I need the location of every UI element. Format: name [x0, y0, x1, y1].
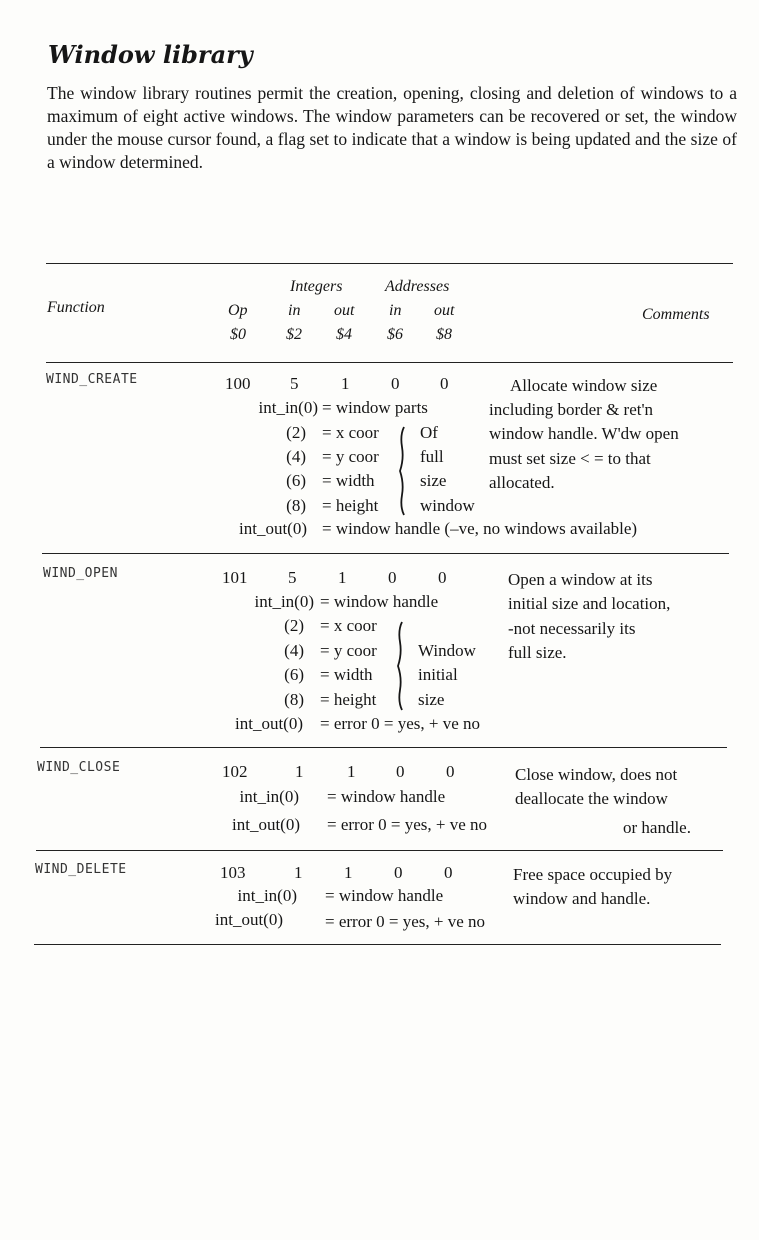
header-int-out-reg: $4 — [336, 326, 352, 343]
header-int-in: in — [288, 302, 301, 319]
header-integers: Integers — [290, 278, 343, 295]
comment-line: or handle. — [623, 818, 691, 837]
param-label: int_out(0) — [215, 910, 283, 929]
comment-line: including border & ret'n — [489, 400, 654, 419]
int-out-count: 1 — [338, 568, 347, 587]
param-value: = window handle — [320, 592, 439, 611]
op-value: 102 — [222, 762, 248, 781]
comment-line: allocated. — [489, 473, 555, 492]
param-label: int_in(0) — [254, 592, 314, 611]
group-label: size — [420, 471, 447, 490]
param-value: = width — [320, 665, 373, 684]
table-bottom-rule — [34, 944, 721, 945]
param-label: (4) — [284, 641, 304, 660]
addr-out-count: 0 — [440, 374, 449, 393]
param-value: = y coor — [322, 447, 379, 466]
param-value: = window handle (–ve, no windows available) — [322, 519, 638, 538]
group-label: Window — [418, 641, 476, 660]
int-in-count: 5 — [290, 374, 299, 393]
addr-out-count: 0 — [446, 762, 455, 781]
param-value: = width — [322, 471, 375, 490]
addr-in-count: 0 — [391, 374, 400, 393]
param-label: (2) — [284, 616, 304, 635]
header-int-in-reg: $2 — [286, 326, 302, 343]
param-label: (6) — [284, 665, 304, 684]
function-name: WIND_DELETE — [35, 862, 127, 877]
header-addr-out-reg: $8 — [436, 326, 452, 343]
param-label: (8) — [284, 690, 304, 709]
table-top-rule — [46, 263, 733, 264]
row-divider — [42, 553, 729, 554]
brace-icon — [394, 620, 408, 712]
function-name: WIND_OPEN — [43, 566, 118, 581]
int-out-count: 1 — [341, 374, 350, 393]
header-function: Function — [47, 299, 105, 316]
param-label: int_in(0) — [239, 787, 299, 806]
comment-line: window handle. W'dw open — [489, 424, 679, 443]
int-in-count: 5 — [288, 568, 297, 587]
comment-line: Open a window at its — [508, 570, 653, 589]
param-label: (4) — [286, 447, 306, 466]
param-label: (2) — [286, 423, 306, 442]
op-value: 103 — [220, 863, 246, 882]
param-label: int_out(0) — [239, 519, 307, 538]
header-addr-out: out — [434, 302, 455, 319]
page-title: Window library — [48, 40, 253, 69]
group-label: initial — [418, 665, 458, 684]
comment-line: full size. — [508, 643, 567, 662]
param-value: = window handle — [327, 787, 446, 806]
param-value: = error 0 = yes, + ve no — [320, 714, 480, 733]
header-op: Op — [228, 302, 248, 319]
comment-line: must set size < = to that — [489, 449, 651, 468]
comment-line: initial size and location, — [508, 594, 671, 613]
addr-out-count: 0 — [438, 568, 447, 587]
param-value: = x coor — [320, 616, 377, 635]
addr-out-count: 0 — [444, 863, 453, 882]
param-value: = window parts — [322, 398, 428, 417]
param-value: = error 0 = yes, + ve no — [327, 815, 487, 834]
comment-line: Allocate window size — [510, 376, 658, 395]
addr-in-count: 0 — [388, 568, 397, 587]
row-divider — [36, 850, 723, 851]
comment-line: Close window, does not — [515, 765, 678, 784]
header-addr-in-reg: $6 — [387, 326, 403, 343]
header-bottom-rule — [46, 362, 733, 363]
param-label: int_out(0) — [232, 815, 300, 834]
intro-paragraph: The window library routines permit the creation, opening, closing and deletion of windows to a maximum of eight active windows. The window parameters can be recovered or set, the window under the mouse cursor found, a flag set to indicate that a window is being updated and the size of a window determined. — [47, 83, 737, 172]
row-divider — [40, 747, 727, 748]
op-value: 101 — [222, 568, 248, 587]
group-label: full — [420, 447, 444, 466]
function-name: WIND_CREATE — [46, 372, 138, 387]
param-label: int_in(0) — [258, 398, 318, 417]
comment-line: deallocate the window — [515, 789, 668, 808]
group-label: window — [420, 496, 475, 515]
brace-icon — [396, 425, 410, 517]
header-comments: Comments — [642, 306, 710, 323]
op-value: 100 — [225, 374, 251, 393]
param-label: (8) — [286, 496, 306, 515]
param-label: int_in(0) — [237, 886, 297, 905]
param-label: int_out(0) — [235, 714, 303, 733]
param-value: = height — [320, 690, 377, 709]
param-value: = x coor — [322, 423, 379, 442]
int-in-count: 1 — [294, 863, 303, 882]
addr-in-count: 0 — [396, 762, 405, 781]
header-addresses: Addresses — [385, 278, 450, 295]
addr-in-count: 0 — [394, 863, 403, 882]
int-out-count: 1 — [344, 863, 353, 882]
param-value: = height — [322, 496, 379, 515]
comment-line: -not necessarily its — [508, 619, 636, 638]
param-value: = window handle — [325, 886, 444, 905]
int-out-count: 1 — [347, 762, 356, 781]
header-int-out: out — [334, 302, 355, 319]
comment-line: window and handle. — [513, 889, 651, 908]
param-label: (6) — [286, 471, 306, 490]
comment-line: Free space occupied by — [513, 865, 673, 884]
header-addr-in: in — [389, 302, 402, 319]
int-in-count: 1 — [295, 762, 304, 781]
group-label: Of — [420, 423, 438, 442]
param-value: = y coor — [320, 641, 377, 660]
param-value: = error 0 = yes, + ve no — [325, 912, 485, 931]
function-name: WIND_CLOSE — [37, 760, 121, 775]
header-op-reg: $0 — [230, 326, 246, 343]
group-label: size — [418, 690, 445, 709]
